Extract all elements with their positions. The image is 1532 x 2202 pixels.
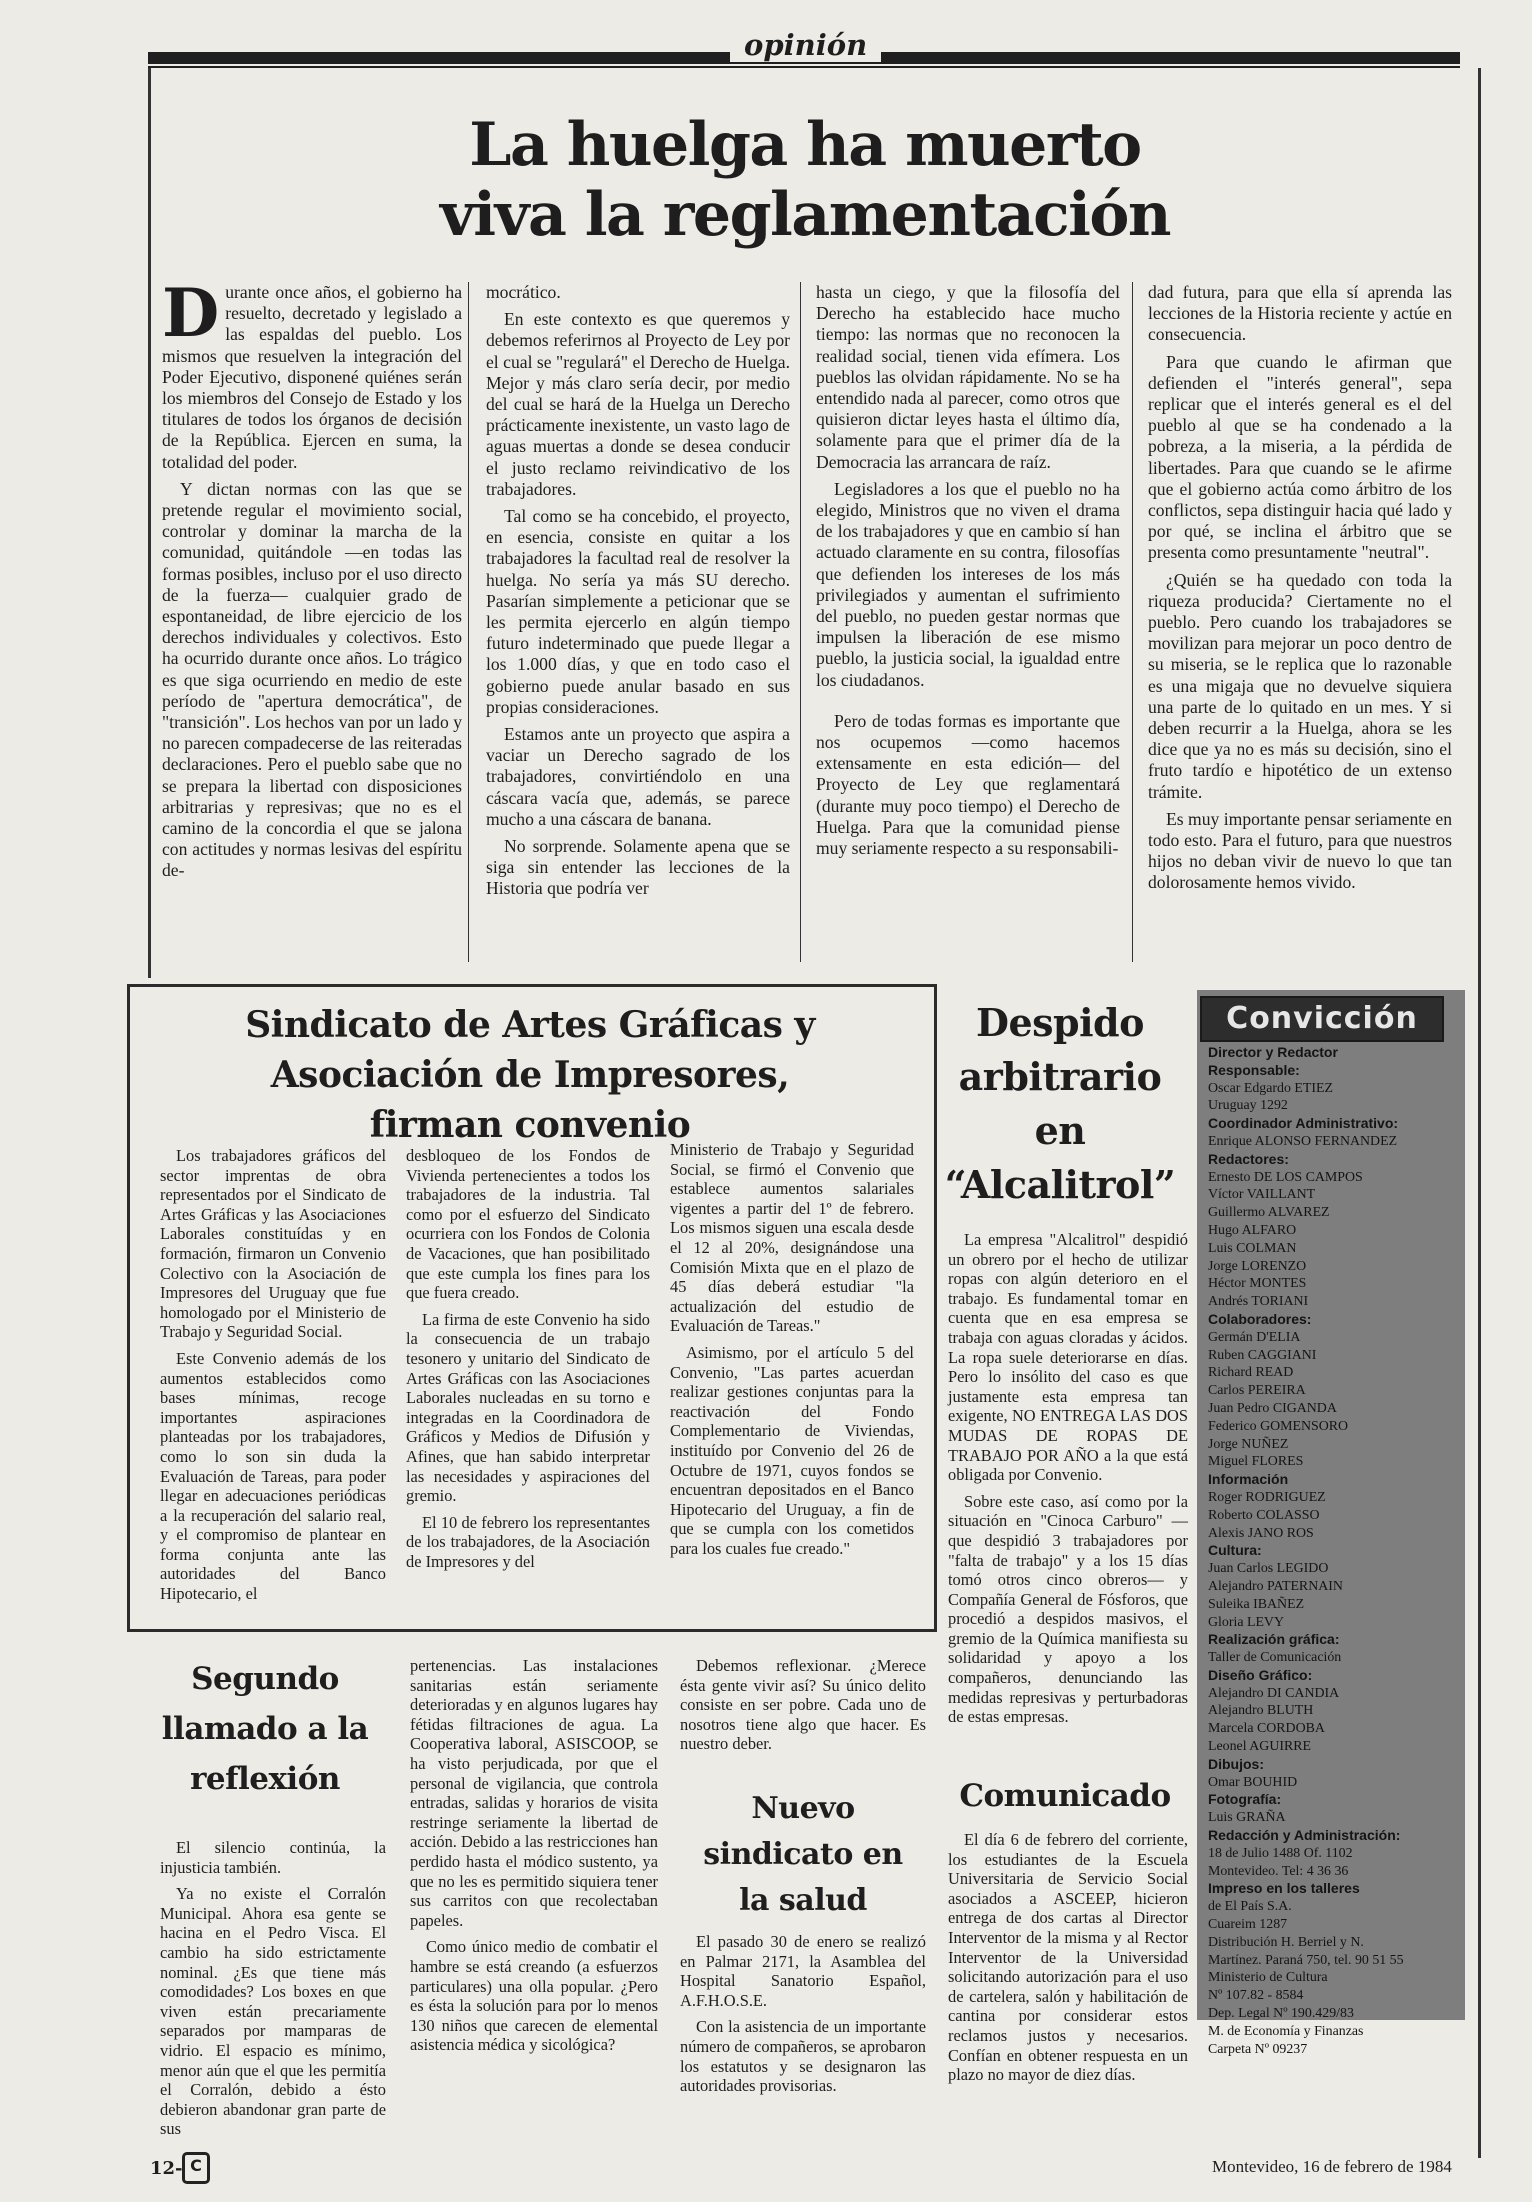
main-article-col3 (816, 282, 1120, 865)
masthead-entry: Omar BOUHID (1208, 1774, 1298, 1790)
masthead-entry: Suleika IBAÑEZ (1208, 1596, 1305, 1612)
nuevo-headline-line2: sindicato en (703, 1837, 903, 1872)
nuevo-headline-line3: la salud (739, 1883, 867, 1918)
comunicado-headline: Comunicado (959, 1778, 1171, 1814)
masthead-role: Fotografía: (1208, 1791, 1282, 1808)
sindicato-headline-line3: firman convenio (369, 1104, 691, 1146)
masthead-entry: Germán D'ELIA (1208, 1329, 1301, 1345)
masthead-entry: Leonel AGUIRRE (1208, 1739, 1312, 1755)
segundo-col2 (410, 1656, 658, 2062)
section-header-rule (148, 66, 1460, 68)
main-paragraph: ¿Quién se ha quedado con toda la riqueza producida? Ciertamente no el pueblo. Pero cuando los trabajadores se movilizan para mejorar un poco dentro de su miseria, se le replica que lo razonable es una migaja que no devuelve siquiera una parte de lo quitado en un mes. Y si deben recurrir a la Huelga, ahora se les dice que ya no es más su decisión, sino el fruto tardío e hipotético de un extenso trámite. (1148, 569, 1452, 802)
sindicato-headline-line1: Sindicato de Artes Gráficas y (245, 1004, 815, 1046)
main-paragraph: Pero de todas formas es importante que nos ocupemos —como hacemos extensamente en esta edición— del Proyecto de Ley que reglamentará (durante muy poco tiempo) el Derecho de Huelga. Para que la comunidad piense muy seriamente respecto a su responsabili- (816, 710, 1120, 859)
masthead-entry: Guillermo ALVAREZ (1208, 1205, 1330, 1221)
nuevo-headline (680, 1786, 926, 1924)
masthead-role: Diseño Gráfico: (1208, 1666, 1313, 1683)
column-divider (800, 282, 801, 962)
segundo-paragraph: Debemos reflexionar. ¿Merece ésta gente vivir así? Su único delito consiste en ser pobre. Cada uno de nosotros tiene algo que hacer. Es nuestro deber. (680, 1656, 926, 1754)
main-paragraph: Y dictan normas con las que se pretende regular el movimiento social, controlar y dominar la marcha de la comunidad, quitándole —en todas las formas posibles, incluso por el uso directo de la fuerza— cualquier grado de espontaneidad, de libre ejercicio de los derechos individuales y colectivos. Esto ha ocurrido durante once años. Lo trágico es que siga ocurriendo en medio de este período de "apertura democrática", de "transición". Los hechos van por un lado y no parecen compadecerse de las reiteradas declaraciones. Pero el pueblo sabe que no se prepara la libertad con disposiciones arbitrarias y represivas; que no es el camino de la concordia el que se jalona con actitudes y normas lesivas del espíritu de- (162, 478, 462, 881)
despido-headline-line1: Despido (976, 1000, 1144, 1045)
masthead-entry: Víctor VAILLANT (1208, 1187, 1316, 1203)
masthead-role: Responsable: (1208, 1061, 1300, 1078)
masthead-entry: Andrés TORIANI (1208, 1294, 1309, 1310)
segundo-paragraph: Como único medio de combatir el hambre se está creando (a esfuerzos particulares) una olla popular. ¿Pero es ésta la solución para por lo menos 130 niños que carecen de elemental asistencia médica y sicológica? (410, 1937, 658, 2055)
despido-headline-line3: en (1034, 1108, 1086, 1153)
main-headline (150, 110, 1460, 250)
main-paragraph: hasta un ciego, y que la filosofía del Derecho ha establecido hace mucho tiempo: las normas que no reconocen la realidad social, tienen vida efímera. Los pueblos las olvidan rápidamente. No se ha entendido nada al parecer, como otros que quisieron dictar leyes hasta el último día, solamente para que el primer día de la Democracia las arrancara de raíz. (816, 282, 1120, 472)
comunicado-body (948, 1830, 1188, 2092)
sindicato-headline-line2: Asociación de Impresores, (270, 1054, 790, 1096)
masthead-role: Información (1208, 1471, 1289, 1488)
main-paragraph: urante once años, el gobierno ha resuelto, decretado y legislado a las espaldas del pueblo. Los mismos que resuelven la integración del Poder Ejecutivo, disponené quiénes serán los miembros del Consejo de Estado y los titulares de todos los órganos de decisión de la República. Ejercen en suma, la totalidad del poder. (162, 282, 462, 472)
sindicato-paragraph: Asimismo, por el artículo 5 del Convenio, "Las partes acuerdan realizar gestiones conjuntas para la reactivación del Fondo Complementario de Viviendas, instituído por Convenio del 26 de Octubre de 1971, cuyos fondos se encuentran depositados en el Banco Hipotecario del Uruguay, a fin de que se cumpla con los cometidos para los cuales fue creado." (670, 1342, 914, 1558)
sindicato-col2 (406, 1146, 650, 1578)
sindicato-paragraph: Los trabajadores gráficos del sector imprentas de obra representados por el Sindicato de Artes Gráficas y las Asociaciones Laborales constituídas y en formación, firmaron un Convenio Colectivo con la Asociación de Impresores del Uruguay que fue homologado por el Ministerio de Trabajo y Seguridad Social. (160, 1146, 386, 1342)
masthead-entry: Hugo ALFARO (1208, 1222, 1297, 1238)
main-headline-line2: viva la reglamentación (439, 180, 1171, 250)
segundo-paragraph: El silencio continúa, la injusticia también. (160, 1838, 386, 1877)
segundo-headline-line1: Segundo (191, 1661, 339, 1697)
main-paragraph: Tal como se ha concebido, el proyecto, en esencia, consiste en quitar a los trabajadores la facultad real de resolver la huelga. No sería ya más SU derecho. Pasarían simplemente a peticionar que se les permita ejercerlo en algún tiempo futuro indeterminado que puede llegar a los 1.000 días, y que en todo caso el gobierno puede anular basado en sus propias consideraciones. (486, 506, 790, 717)
column-divider (1132, 282, 1133, 962)
masthead-entry: Héctor MONTES (1208, 1276, 1307, 1292)
masthead-entry: M. de Economía y Finanzas (1208, 2023, 1364, 2039)
main-paragraph: Legisladores a los que el pueblo no ha elegido, Ministros que no viven el drama de los trabajadores y que en cambio sí han actuado claramente en su contra, filosofías que defienden los intereses de los más privilegiados y aumentan el sufrimiento del pueblo, no pueden gestar normas que impulsen la liberación de ese mismo pueblo, la justicia social, la igualdad entre los ciudadanos. (816, 478, 1120, 690)
sindicato-col1 (160, 1146, 386, 1611)
despido-headline-line2: arbitrario (958, 1054, 1162, 1099)
segundo-paragraph: pertenencias. Las instalaciones sanitarias están seriamente deterioradas y en algunos lugares hay fétidas filtraciones de agua. La Cooperativa laboral, ASISCOOP, se ha visto perjudicada, por que el personal de vigilancia, que controla entradas, salidas y horarios de visita restringe seriamente la libertad de acción. Debido a las restricciones han perdido hasta el módico sustento, ya que no les es permitido siquiera tener sus carritos con que recolectaban papeles. (410, 1656, 658, 1930)
main-article-col2 (486, 282, 790, 906)
despido-headline-line4: “Alcalitrol” (944, 1162, 1176, 1207)
masthead-role: Realización gráfica: (1208, 1631, 1340, 1648)
segundo-col3 (680, 1656, 926, 1761)
masthead-entry: Enrique ALONSO FERNANDEZ (1208, 1133, 1398, 1149)
main-paragraph: No sorprende. Solamente apena que se siga sin entender las lecciones de la Historia que podría ver (486, 836, 790, 899)
main-paragraph: En este contexto es que queremos y debemos referirnos al Proyecto de Ley por el cual se "regulará" el Derecho de Huelga. Mejor y más claro sería decir, por medio del cual se hará de la Huelga un Derecho prácticamente inexistente, un vasto lago de aguas muertas a donde se desea conducir el justo reclamo reivindicativo de los trabajadores. (486, 309, 790, 499)
masthead-entry: Carlos PEREIRA (1208, 1383, 1306, 1399)
masthead-entry: de El País S.A. (1208, 1899, 1292, 1915)
masthead-entry: Ruben CAGGIANI (1208, 1347, 1317, 1363)
segundo-headline (150, 1654, 380, 1804)
masthead-entry: Montevideo. Tel: 4 36 36 (1208, 1863, 1349, 1879)
masthead-entry: Taller de Comunicación (1208, 1650, 1342, 1666)
masthead-entry: Alejandro PATERNAIN (1208, 1578, 1343, 1594)
masthead-entry: Ministerio de Cultura (1208, 1970, 1328, 1986)
sindicato-paragraph: La firma de este Convenio ha sido la consecuencia de un trabajo tesonero y unitario del Sindicato de Artes Gráficas con las Asociaciones Laborales nucleadas en su torno e integradas en la Coordinadora de Gráficos y Medios de Difusión y Afines, que han sabido interpretar las necesidades y aspiraciones del gremio. (406, 1309, 650, 1506)
masthead-entry: Juan Pedro CIGANDA (1208, 1400, 1337, 1416)
masthead-entry: Federico GOMENSORO (1208, 1418, 1349, 1434)
dropcap-letter: D (162, 274, 220, 352)
masthead-entry: Gloria LEVY (1208, 1614, 1284, 1630)
despido-body (948, 1230, 1188, 1734)
nuevo-paragraph: El pasado 30 de enero se realizó en Palmar 2171, la Asamblea del Hospital Sanatorio Español, A.F.H.O.S.E. (680, 1932, 926, 2010)
segundo-headline-line3: reflexión (190, 1761, 340, 1797)
column-divider (468, 282, 469, 962)
nuevo-headline-line1: Nuevo (751, 1791, 855, 1826)
masthead-entry: Jorge LORENZO (1208, 1258, 1307, 1274)
masthead-role: Dibujos: (1208, 1755, 1264, 1772)
main-paragraph: Es muy importante pensar seriamente en todo esto. Para el futuro, para que nuestros hijos no deban vivir de nuevo lo que tan dolorosamente hemos vivido. (1148, 808, 1452, 893)
sindicato-paragraph: desbloqueo de los Fondos de Vivienda pertenecientes a todos los trabajadores de la industria. Tal como por el esfuerzo del Sindicato ocurriera con los Fondos de Colonia de Vacaciones, que han posibilitado que este cumpla los fines para los que fuera creado. (406, 1146, 650, 1303)
masthead-entry: Distribución H. Berriel y N. (1208, 1934, 1364, 1950)
masthead-logo: Convicción (1200, 996, 1444, 1042)
masthead-role: Coordinador Administrativo: (1208, 1115, 1399, 1132)
masthead-staff-list (1208, 1044, 1458, 2058)
masthead-entry: Roger RODRIGUEZ (1208, 1489, 1326, 1505)
masthead-entry: Jorge NUÑEZ (1208, 1436, 1289, 1452)
main-headline-line1: La huelga ha muerto (469, 110, 1141, 180)
section-label: opinión (730, 28, 881, 62)
nuevo-body (680, 1932, 926, 2103)
masthead-role: Cultura: (1208, 1542, 1262, 1559)
masthead-role: Director y Redactor (1208, 1044, 1338, 1060)
masthead-entry: Oscar Edgardo ETIEZ (1208, 1080, 1333, 1096)
masthead-entry: Roberto COLASSO (1208, 1507, 1320, 1523)
masthead-entry: Alexis JANO ROS (1208, 1525, 1314, 1541)
masthead-entry: Miguel FLORES (1208, 1454, 1304, 1470)
masthead-entry: 18 de Julio 1488 Of. 1102 (1208, 1845, 1353, 1861)
publication-logo-icon: C (182, 2152, 210, 2184)
comunicado-paragraph: El día 6 de febrero del corriente, los estudiantes de la Escuela Universitaria de Servicio Social asociados a ASCEEP, hicieron entrega de dos cartas al Director Interventor de la misma y al Rector Interventor de la Universidad solicitando autorización para el uso de cartelera, salón y habilitación de cantina por considerar estos reclamos justos y necesarios. Confían en obtener respuesta en un plazo no mayor de diez días. (948, 1830, 1188, 2085)
main-paragraph: Para que cuando le afirman que defienden el "interés general", sepa replicar que el interés general es el del pueblo al que se ha condenado a la pobreza, a la miseria, a la pérdida de libertades. Para que cuando se le afirme que el gobierno actúa como árbitro de los conflictos, sepa distinguir hacia qué lado y por qué, se inclina el árbitro que se presenta como presuntamente "neutral". (1148, 351, 1452, 563)
segundo-col1 (160, 1838, 386, 2146)
masthead-entry: Uruguay 1292 (1208, 1098, 1288, 1114)
masthead-entry: Alejandro BLUTH (1208, 1703, 1314, 1719)
masthead-entry: Nº 107.82 - 8584 (1208, 1988, 1304, 2004)
segundo-paragraph: Ya no existe el Corralón Municipal. Ahora esa gente se hacina en el Pedro Visca. El cambio ha sido estrictamente nominal. ¿Es que tiene más comodidades? Los boxes en que viven están precariamente separados por mamparas de vidrio. El espacio es mínimo, menor aún que el que les permitía el Corralón, debido a ésto debieron abandonar gran parte de sus (160, 1884, 386, 2139)
masthead-role: Impreso en los talleres (1208, 1880, 1360, 1897)
despido-paragraph: Sobre este caso, así como por la situación en "Cinoca Carburo" —que despidió 3 trabajadores por "falta de trabajo" y a los 15 días tomó otros cinco obreros— y Compañía General de Fósforos, que procedió a despidos masivos, el gremio de la Química manifiesta su solidaridad y apoyo a los compañeros, denunciando las medidas represivas y perturbadoras de estas empresas. (948, 1491, 1188, 1727)
sindicato-col3 (670, 1140, 914, 1565)
masthead-entry: Juan Carlos LEGIDO (1208, 1561, 1329, 1577)
masthead-entry: Richard READ (1208, 1365, 1294, 1381)
masthead-role: Redactores: (1208, 1150, 1289, 1167)
despido-headline (940, 996, 1180, 1212)
nuevo-paragraph: Con la asistencia de un importante número de compañeros, se aprobaron los estatutos y se designaron las autoridades provisorias. (680, 2017, 926, 2096)
main-article-col4 (1148, 282, 1452, 900)
masthead-role: Colaboradores: (1208, 1310, 1312, 1327)
masthead-role: Redacción y Administración: (1208, 1827, 1401, 1844)
masthead-entry: Ernesto DE LOS CAMPOS (1208, 1169, 1363, 1185)
main-paragraph: Estamos ante un proyecto que aspira a vaciar un Derecho sagrado de los trabajadores, convirtiéndolo en una cáscara vacía que, además, se parece mucho a una cáscara de banana. (486, 724, 790, 829)
sindicato-headline (130, 1000, 930, 1150)
masthead-entry: Martínez. Paraná 750, tel. 90 51 55 (1208, 1952, 1404, 1968)
masthead-entry: Cuareim 1287 (1208, 1917, 1288, 1933)
sindicato-paragraph: Ministerio de Trabajo y Seguridad Social, se firmó el Convenio que establece aumentos salariales vigentes a partir del 1º de febrero. Los mismos siguen una escala desde el 12 al 20%, designándose una Comisión Mixta que en el plazo de 45 días deberá estudiar "la actualización del estudio de Evaluación de Tareas." (670, 1140, 914, 1336)
sindicato-paragraph: Este Convenio además de los aumentos establecidos como bases mínimas, recoge importantes aspiraciones planteadas por los trabajadores, como lo son sin duda la Evaluación de Tareas, para poder llegar en adecuaciones periódicas a la recuperación del salario real, y el compromiso de plantear en forma conjunta ante las autoridades del Banco Hipotecario, el (160, 1348, 386, 1604)
masthead-entry: Marcela CORDOBA (1208, 1721, 1325, 1737)
main-paragraph: mocrático. (486, 282, 561, 302)
masthead-entry: Dep. Legal Nº 190.429/83 (1208, 2006, 1354, 2022)
masthead-entry: Carpeta Nº 09237 (1208, 2041, 1308, 2057)
despido-paragraph: La empresa "Alcalitrol" despidió un obrero por el hecho de utilizar ropas con algún deterioro en el trabajo. Es fundamental tomar en cuenta que en esa empresa se trabaja con aguas cloradas y ácidos. La ropa suele deteriorarse en días. Pero lo insólito del caso es que justamente esta empresa tan exigente, NO ENTREGA LAS DOS MUDAS DE ROPAS DE TRABAJO POR AÑO a la que está obligada por Convenio. (948, 1230, 1188, 1485)
masthead-entry: Luis COLMAN (1208, 1240, 1297, 1256)
masthead-entry: Alejandro DI CANDIA (1208, 1685, 1340, 1701)
page-number: 12- (150, 2158, 183, 2179)
sindicato-paragraph: El 10 de febrero los representantes de los trabajadores, de la Asociación de Impresores y del (406, 1512, 650, 1571)
main-article-col1 (162, 274, 462, 888)
main-paragraph: dad futura, para que ella sí aprenda las lecciones de la Historia reciente y actúe en consecuencia. (1148, 282, 1452, 345)
masthead-entry: Luis GRAÑA (1208, 1810, 1286, 1826)
right-frame-rule (1478, 68, 1481, 2158)
issue-date: Montevideo, 16 de febrero de 1984 (1212, 2157, 1452, 2176)
segundo-headline-line2: llamado a la (161, 1711, 369, 1747)
